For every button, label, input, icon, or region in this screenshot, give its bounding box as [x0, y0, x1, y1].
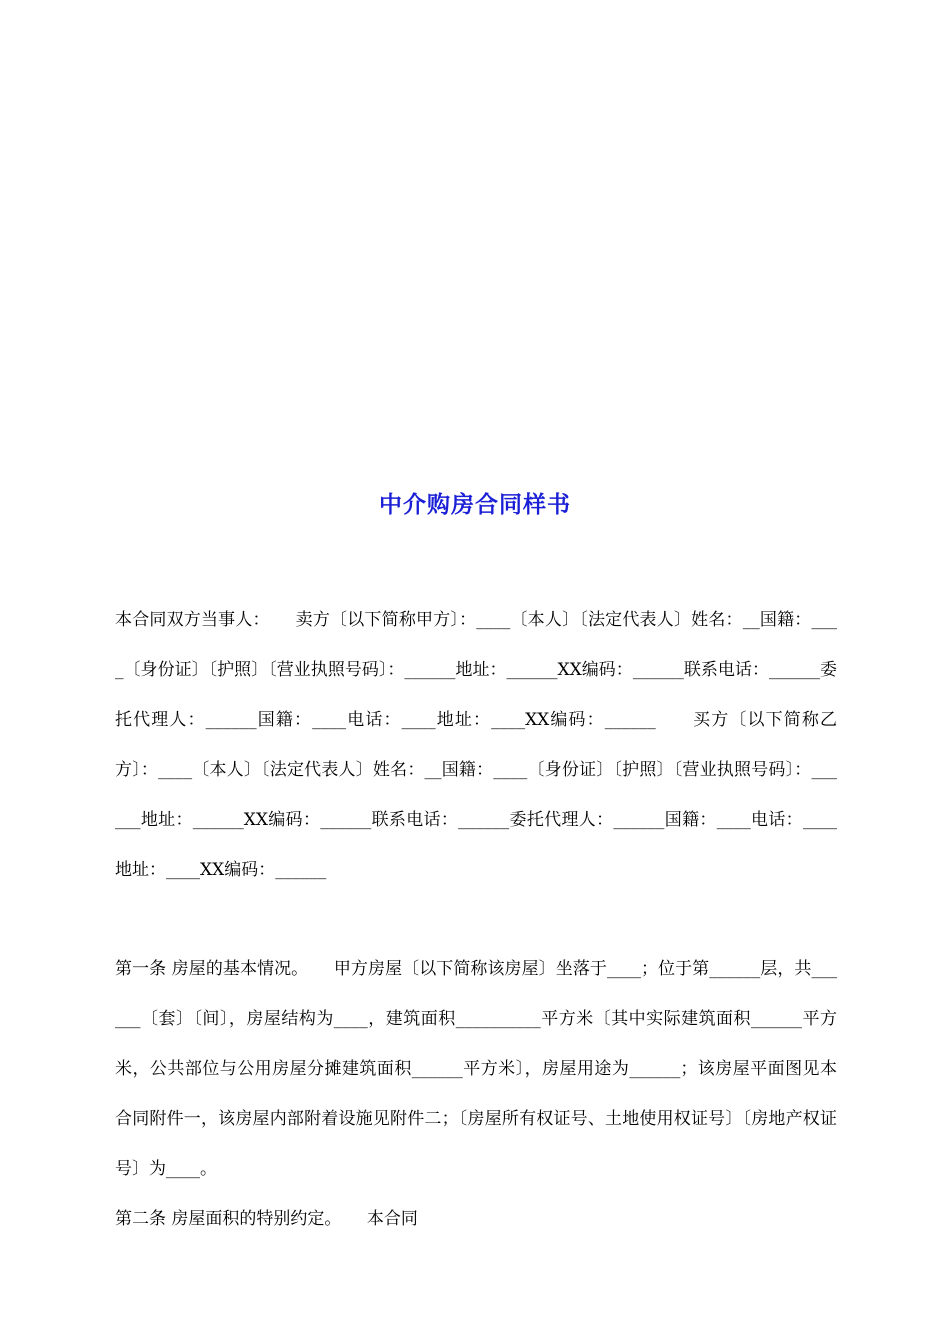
document-title: 中介购房合同样书	[379, 492, 571, 518]
article-2-paragraph: 第二条 房屋面积的特别约定。 本合同	[115, 1209, 418, 1229]
article-1-paragraph: 第一条 房屋的基本情况。 甲方房屋〔以下简称该房屋〕坐落于____；位于第______层，共______〔套〕〔间〕，房屋结构为____，建筑面积__________平方米〔其中实际建筑面积______平方米，公共部位与公用房屋分摊建筑面积______平方米〕，房屋用途为______；该房屋平面图见本合同附件一，该房屋内部附着设施见附件二；〔房屋所有权证号、土地使用权证号〕〔房地产权证号〕为____。	[115, 959, 837, 1179]
parties-paragraph: 本合同双方当事人： 卖方〔以下简称甲方〕：____〔本人〕〔法定代表人〕姓名：__国籍：____〔身份证〕〔护照〕〔营业执照号码〕：______地址：______XX编码：______联系电话：______委托代理人：______国籍：____电话：____地址：____XX编码：______ 买方〔以下简称乙方〕：____〔本人〕〔法定代表人〕姓名：__国籍：____〔身份证〕〔护照〕〔营业执照号码〕：______地址：______XX编码：______联系电话：______委托代理人：______国籍：____电话：____地址：____XX编码：______	[115, 610, 837, 880]
